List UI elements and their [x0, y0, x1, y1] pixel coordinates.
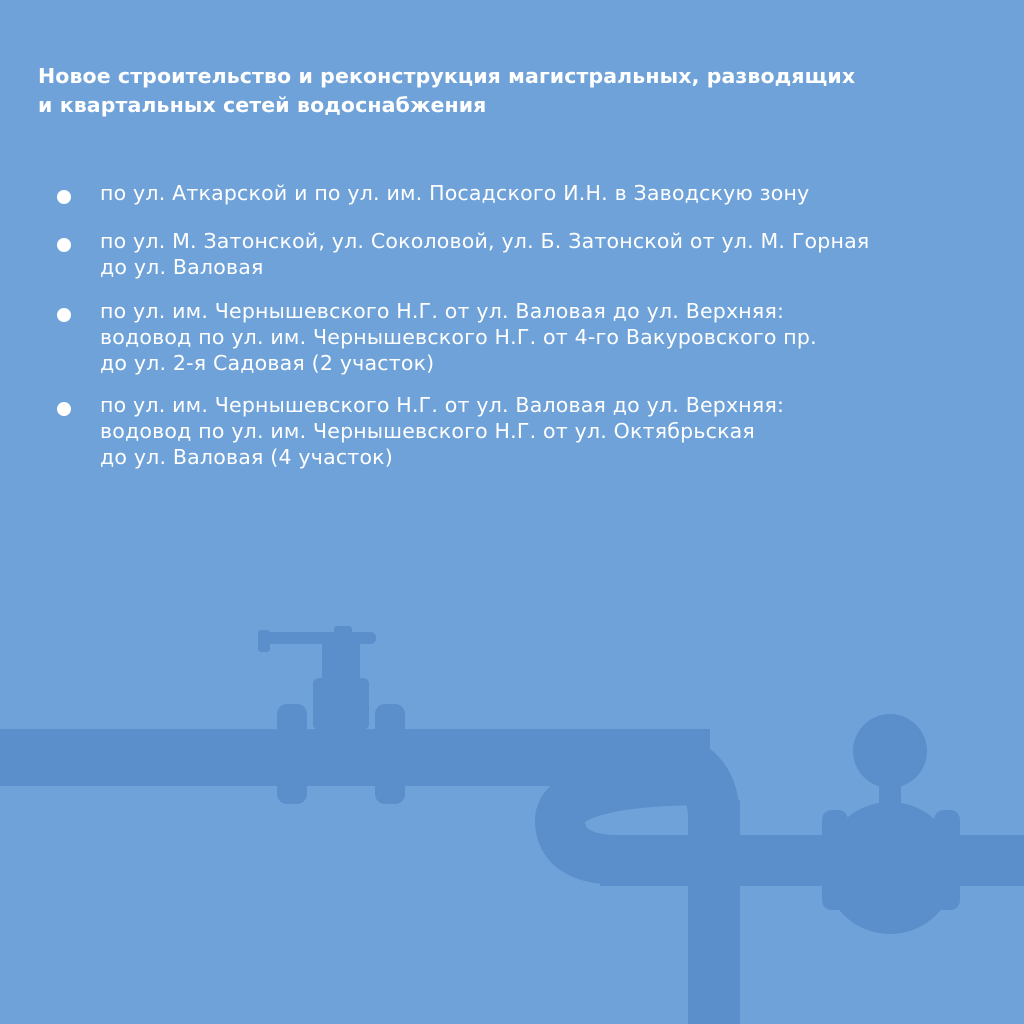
list-item-line: до ул. Валовая — [100, 255, 264, 279]
vertical-pipe — [690, 800, 740, 1024]
list-item-line: по ул. М. Затонской, ул. Соколовой, ул. Б. Затонской от ул. М. Горная — [100, 229, 870, 253]
lower-pipe — [600, 836, 1024, 886]
bullet-icon — [57, 238, 71, 252]
page-title-line-1: Новое строительство и реконструкция магистральных, разводящих — [38, 64, 856, 88]
list-item-text — [100, 228, 1000, 280]
gauge-head — [853, 714, 927, 788]
page-title-line-2: и квартальных сетей водоснабжения — [38, 93, 487, 117]
valve-bonnet — [322, 640, 360, 682]
list-item-line: до ул. 2-я Садовая (2 участок) — [100, 351, 435, 375]
list-item-line: до ул. Валовая (4 участок) — [100, 445, 393, 469]
valve-body — [313, 678, 369, 730]
page-title — [38, 62, 998, 120]
list-item-line: водовод по ул. им. Чернышевского Н.Г. от ул. Октябрьская — [100, 419, 755, 443]
list-item-text — [100, 180, 1000, 206]
bullet-icon — [57, 190, 71, 204]
list-item-line: по ул. им. Чернышевского Н.Г. от ул. Валовая до ул. Верхняя: — [100, 393, 785, 417]
bullet-icon — [57, 308, 71, 322]
valve-flange-left — [277, 704, 307, 804]
bullet-icon — [57, 402, 71, 416]
list-item-line: по ул. Аткарской и по ул. им. Посадского И.Н. в Заводскую зону — [100, 181, 810, 205]
list-item-line: водовод по ул. им. Чернышевского Н.Г. от 4-го Вакуровского пр. — [100, 325, 817, 349]
list-item-text — [100, 392, 1000, 470]
list-item-text — [100, 298, 1000, 376]
gauge-body — [824, 802, 956, 934]
valve-handle-knob — [334, 626, 352, 640]
valve-handle — [260, 632, 376, 644]
valve-flange-right — [375, 704, 405, 804]
valve-handle-end — [258, 630, 270, 652]
list-item-line: по ул. им. Чернышевского Н.Г. от ул. Валовая до ул. Верхняя: — [100, 299, 785, 323]
